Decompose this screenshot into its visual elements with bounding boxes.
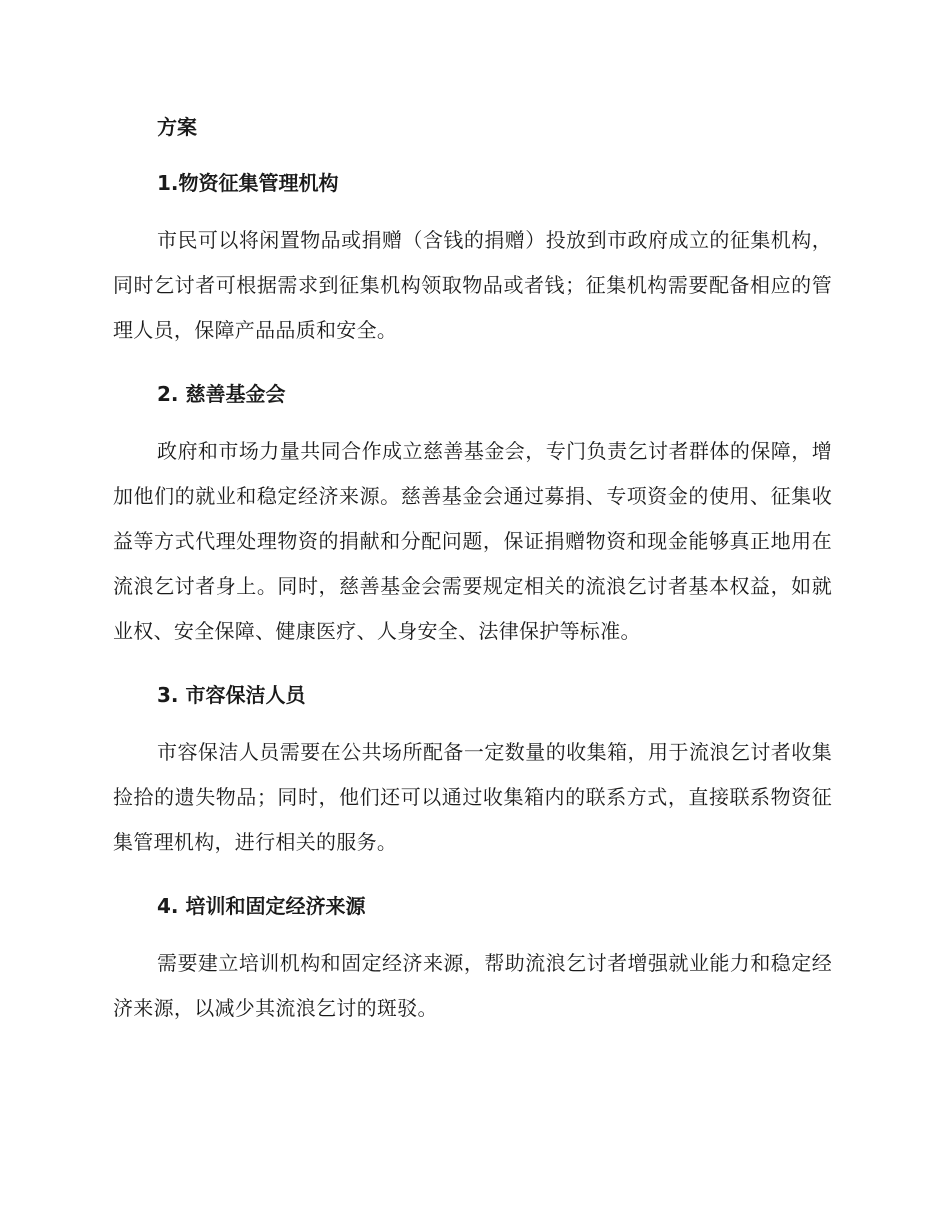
section-heading-2: 2. 慈善基金会 [157, 382, 286, 406]
section-heading-1: 1.物资征集管理机构 [157, 171, 339, 195]
section-body-2: 政府和市场力量共同合作成立慈善基金会，专门负责乞讨者群体的保障，增加他们的就业和稳定经济来源。慈善基金会通过募捐、专项资金的使用、征集收益等方式代理处理物资的捐献和分配问题，保证捐赠物资和现金能够真正地用在流浪乞讨者身上。同时，慈善基金会需要规定相关的流浪乞讨者基本权益，如就业权、安全保障、健康医疗、人身安全、法律保护等标准。 [113, 439, 832, 643]
section-heading-4: 4. 培训和固定经济来源 [157, 894, 366, 918]
document-title: 方案 [157, 115, 197, 139]
section-heading-3: 3. 市容保洁人员 [157, 683, 306, 707]
section-body-3: 市容保洁人员需要在公共场所配备一定数量的收集箱，用于流浪乞讨者收集捡拾的遗失物品；同时，他们还可以通过收集箱内的联系方式，直接联系物资征集管理机构，进行相关的服务。 [113, 740, 832, 854]
section-body-1: 市民可以将闲置物品或捐赠（含钱的捐赠）投放到市政府成立的征集机构，同时乞讨者可根据需求到征集机构领取物品或者钱；征集机构需要配备相应的管理人员，保障产品品质和安全。 [113, 228, 832, 342]
section-body-4: 需要建立培训机构和固定经济来源，帮助流浪乞讨者增强就业能力和稳定经济来源，以减少其流浪乞讨的斑驳。 [113, 951, 832, 1020]
